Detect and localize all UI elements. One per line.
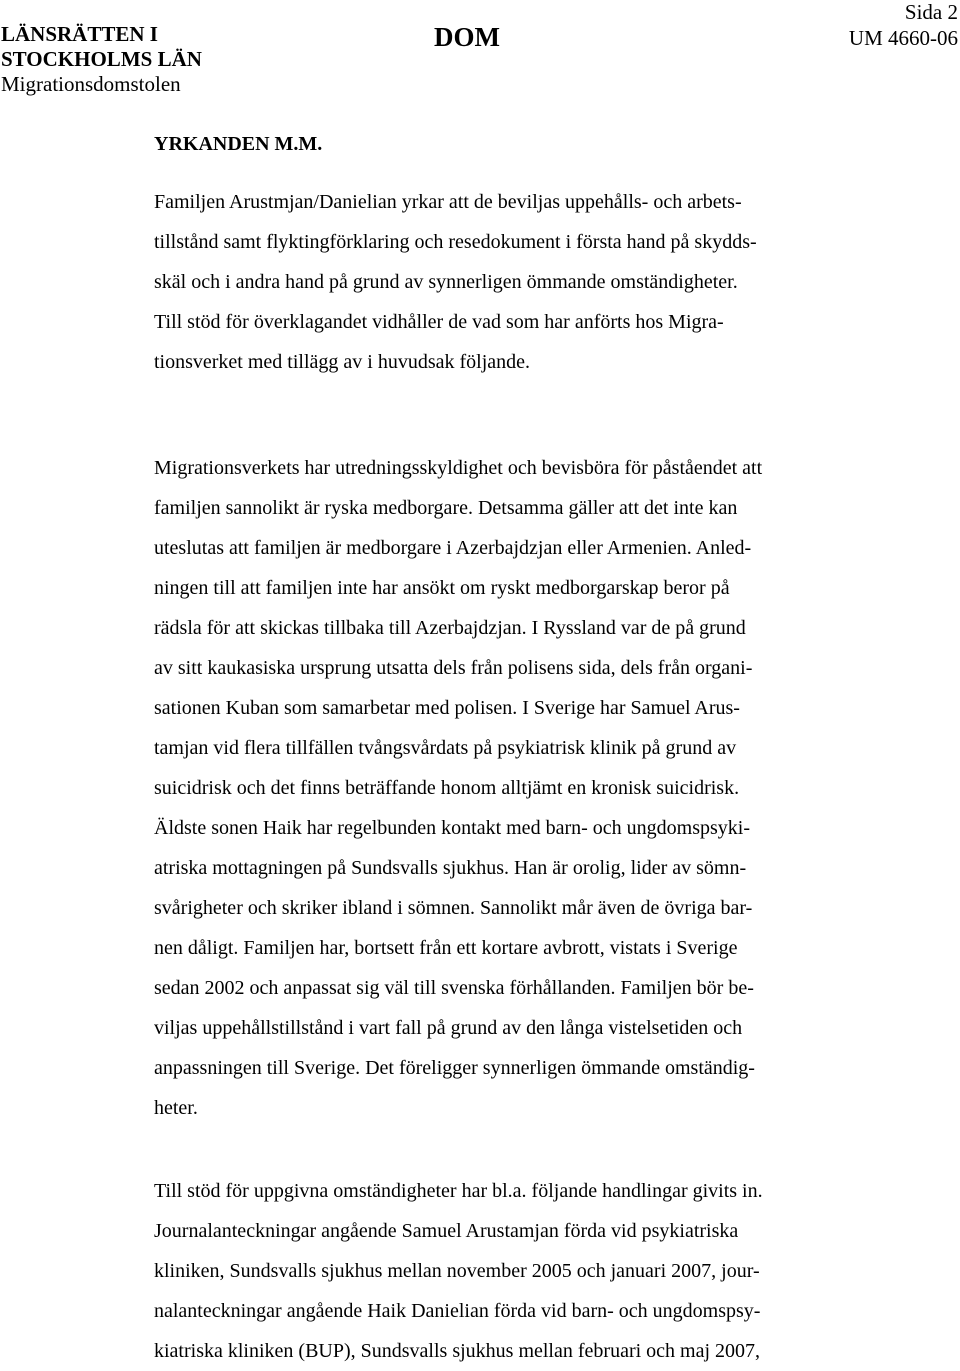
text-line: ningen till att familjen inte har ansökt om ryskt medborgarskap beror på bbox=[154, 577, 730, 599]
text-line: nalanteckningar angående Haik Danielian förda vid barn- och ungdomspsy- bbox=[154, 1300, 761, 1322]
text-line: kliniken, Sundsvalls sjukhus mellan november 2005 och januari 2007, jour- bbox=[154, 1260, 760, 1282]
text-line: sationen Kuban som samarbetar med polisen. I Sverige har Samuel Arus- bbox=[154, 697, 740, 719]
paragraph-claims bbox=[154, 182, 757, 382]
text-line: Migrationsverkets har utredningsskyldighet och bevisböra för påståendet att bbox=[154, 457, 763, 479]
page-number: Sida 2 bbox=[904, 0, 958, 24]
court-name-line-2: STOCKHOLMS LÄN bbox=[1, 47, 202, 71]
text-line: av sitt kaukasiska ursprung utsatta dels från polisens sida, dels från organi- bbox=[154, 657, 753, 679]
text-line: atriska mottagningen på Sundsvalls sjukhus. Han är orolig, lider av sömn- bbox=[154, 857, 747, 879]
text-line: viljas uppehållstillstånd i vart fall på grund av den långa vistelsetiden och bbox=[154, 1017, 743, 1039]
text-line: rädsla för att skickas tillbaka till Azerbajdzjan. I Ryssland var de på grund bbox=[154, 617, 746, 639]
text-line: familjen sannolikt är ryska medborgare. Detsamma gäller att det inte kan bbox=[154, 497, 738, 519]
text-line: tamjan vid flera tillfällen tvångsvårdats på psykiatrisk klinik på grund av bbox=[154, 737, 737, 759]
text-line: skäl och i andra hand på grund av synnerligen ömmande omständigheter. bbox=[154, 271, 738, 293]
text-line: suicidrisk och det finns beträffande honom alltjämt en kronisk suicidrisk. bbox=[154, 777, 740, 799]
paragraph-arguments bbox=[154, 448, 762, 1128]
text-line: Till stöd för överklagandet vidhåller de vad som har anförts hos Migra- bbox=[154, 311, 724, 333]
text-line: nen dåligt. Familjen har, bortsett från ett kortare avbrott, vistats i Sverige bbox=[154, 937, 738, 959]
paragraph-evidence bbox=[154, 1171, 763, 1371]
text-line: tionsverket med tillägg av i huvudsak följande. bbox=[154, 351, 531, 373]
court-header bbox=[1, 22, 202, 97]
text-line: sedan 2002 och anpassat sig väl till svenska förhållanden. Familjen bör be- bbox=[154, 977, 754, 999]
text-line: tillstånd samt flyktingförklaring och resedokument i första hand på skydds- bbox=[154, 231, 757, 253]
text-line: heter. bbox=[154, 1097, 198, 1119]
text-line: Familjen Arustmjan/Danielian yrkar att de beviljas uppehålls- och arbets- bbox=[154, 191, 742, 213]
text-line: kiatriska kliniken (BUP), Sundsvalls sjukhus mellan februari och maj 2007, bbox=[154, 1340, 761, 1362]
text-line: Journalanteckningar angående Samuel Arustamjan förda vid psykiatriska bbox=[154, 1220, 739, 1242]
text-line: Till stöd för uppgivna omständigheter har bl.a. följande handlingar givits in. bbox=[154, 1180, 763, 1202]
section-heading: YRKANDEN M.M. bbox=[154, 133, 323, 155]
text-line: Äldste sonen Haik har regelbunden kontakt med barn- och ungdomspsyki- bbox=[154, 817, 750, 839]
text-line: anpassningen till Sverige. Det föreligger synnerligen ömmande omständig- bbox=[154, 1057, 755, 1079]
page-info bbox=[849, 0, 958, 51]
document-type: DOM bbox=[434, 22, 500, 52]
case-number: UM 4660-06 bbox=[848, 26, 958, 50]
court-subdivision: Migrationsdomstolen bbox=[1, 72, 181, 96]
text-line: svårigheter och skriker ibland i sömnen. Sannolikt mår även de övriga bar- bbox=[154, 897, 753, 919]
court-name-line-1: LÄNSRÄTTEN I bbox=[1, 22, 158, 46]
text-line: uteslutas att familjen är medborgare i Azerbajdzjan eller Armenien. Anled- bbox=[154, 537, 752, 559]
